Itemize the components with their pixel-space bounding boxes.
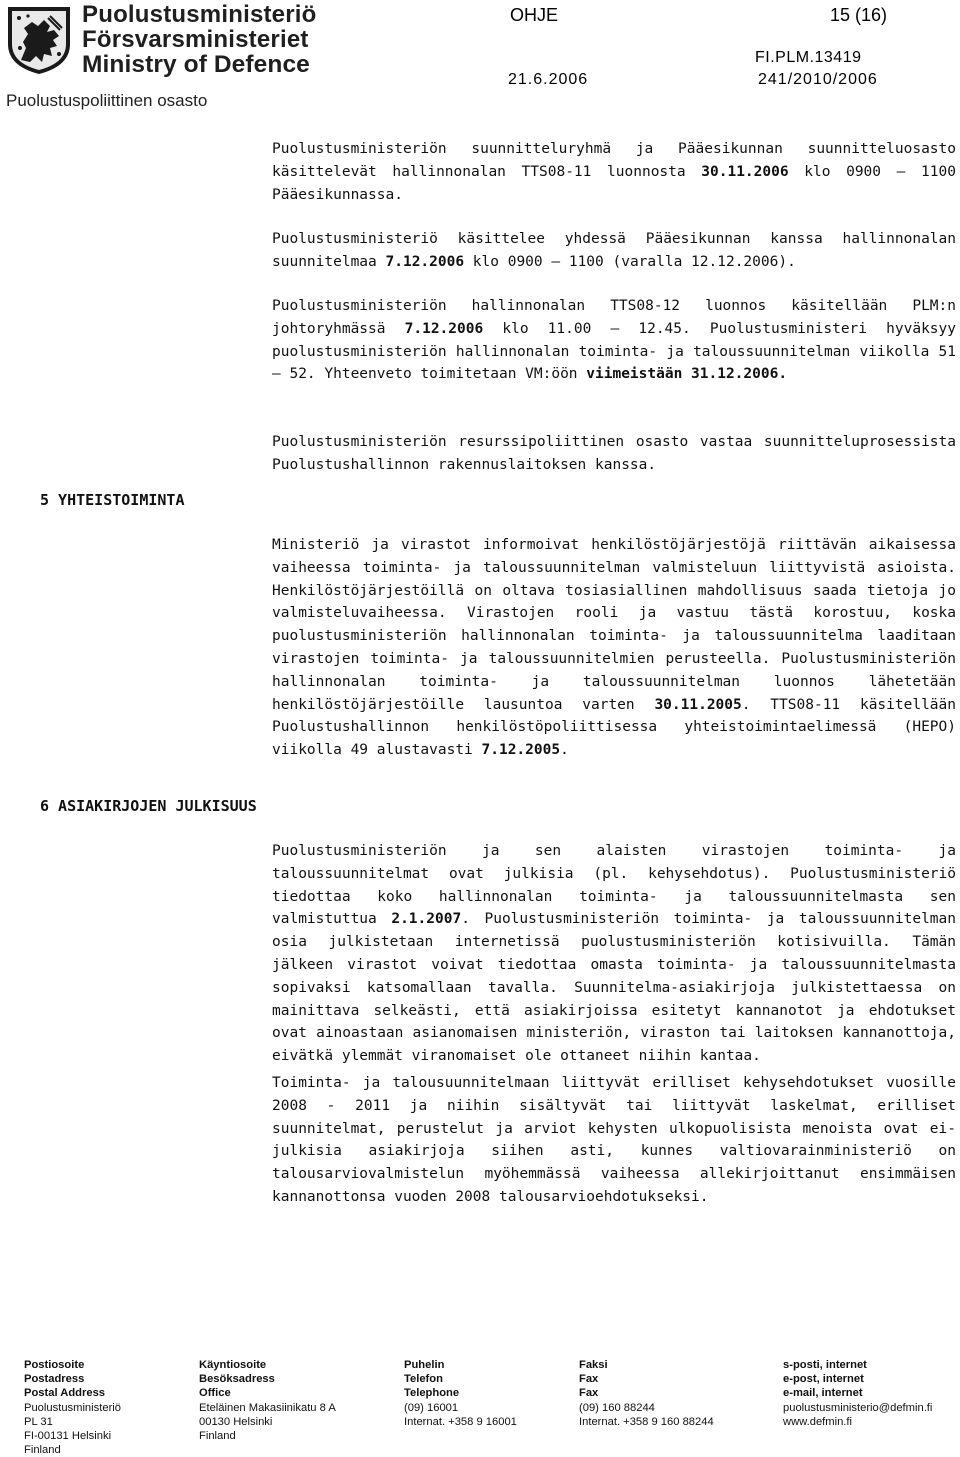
text-run: . TTS08-11 käsitellään Puolustushallinnon henkilöstöpoliittisessa yhteistoimintaelimessä (HEPO) viikolla 49 alustavasti (272, 696, 956, 759)
text-run: Toiminta- ja talousuunnitelmaan liittyvät erilliset kehysehdotukset vuosille 2008 - 2011 ja niihin sisältyvät tai liittyvät laskelmat, erilliset suunnitelmat, perustelut ja arviot kehysten ulkopuolisista menoista ovat ei-julkisia asiakirjoja siihen asti, kunnes valtiovarainministeriö on talousarviovalmistelun myöhemmässä vaiheessa allekirjoittanut ensimmäisen kannanottonsa vuoden 2008 talousarvioehdotukseksi. (272, 1075, 956, 1205)
footer-header: s-posti, internet (783, 1359, 867, 1371)
section-heading: 6 ASIAKIRJOJEN JULKISUUS (40, 797, 257, 815)
section-heading: 5 YHTEISTOIMINTA (40, 491, 185, 509)
footer-value: PL 31 (24, 1415, 53, 1428)
footer-header: Telefon (404, 1373, 443, 1386)
text-run: . (560, 742, 569, 759)
reference-code: FI.PLM.13419 (755, 49, 862, 66)
footer-header: e-post, internet (783, 1373, 864, 1386)
footer-header: Puhelin (404, 1359, 445, 1371)
footer-office-address (199, 1358, 336, 1443)
footer-value: (09) 160 88244 (579, 1401, 655, 1414)
coat-of-arms-lion-logo (4, 4, 74, 76)
footer-header: Postadress (24, 1373, 85, 1386)
footer-header: Postiosoite (24, 1359, 85, 1371)
footer-header: Fax (579, 1387, 599, 1400)
page-footer (0, 1358, 960, 1457)
footer-header: Telephone (404, 1387, 460, 1400)
text-run: klo 11.00 – 12.45. Puolustusministeri hyväksyy puolustusministeriön hallinnonalan toiminta- ja taloussuunnitelman viikolla 51 – 52. Yhteenveto toimitetaan VM:öön (272, 320, 956, 383)
text-run: klo 0900 – 1100 Pääesikunnassa. (272, 163, 956, 203)
footer-telephone (404, 1358, 517, 1429)
ministry-name-fi: Puolustusministeriö (82, 1, 317, 28)
paragraph (272, 138, 956, 206)
department-name: Puolustuspoliittinen osasto (6, 91, 208, 110)
bold-text: 2.1.2007 (391, 911, 462, 928)
ministry-name-sv: Försvarsministeriet (82, 26, 309, 53)
ministry-name-en: Ministry of Defence (82, 51, 310, 78)
footer-value: Internat. +358 9 16001 (404, 1415, 517, 1428)
text-run: Puolustusministeriön hallinnonalan TTS08-12 luonnos käsitellään PLM:n johtoryhmässä (272, 298, 956, 337)
paragraph (272, 431, 956, 477)
text-run: . Puolustusministeriön toiminta- ja taloussuunnitelman osia julkistetaan internetissä puolustusministeriön kotisivuilla. Tämän jälkeen virastot voivat tiedottaa omasta toiminta- ja taloussuunnitelmasta sopivaksi katsomallaan tavalla. Suunnitelma-asiakirjoja julkistettaessa on mainittava selkeästi, että asiakirjoissa esitetyt kannanotot ja ehdotukset ovat ainoastaan asianomaisen ministeriön, viraston tai laitoksen kannanottoja, eivätkä ylemmät viranomaiset ole ottaneet niihin kantaa. (272, 911, 956, 1065)
bold-text: 7.12.2006 (385, 253, 465, 270)
footer-header: Faksi (579, 1359, 608, 1371)
document-date: 21.6.2006 (508, 71, 589, 88)
footer-email-link[interactable]: puolustusministerio@defmin.fi (783, 1401, 933, 1414)
footer-value: Finland (199, 1430, 236, 1443)
footer-fax (579, 1358, 714, 1429)
text-run: Ministeriö ja virastot informoivat henkilöstöjärjestöjä riittävän aikaisessa vaiheessa toiminta- ja taloussuunnitelman valmisteluun liittyvistä asioista. Henkilöstöjärjestöillä on oltava tosiasiallinen mahdollisuus saada tietoja jo valmisteluvaiheessa. Virastojen rooli ja vastuu tästä korostuu, koska puolustusministeriön hallinnonalan toiminta- ja taloussuunnitelma laaditaan virastojen toiminta- ja taloussuunnitelmien perusteella. Puolustusministeriön hallinnonalan toiminta- ja taloussuunnitelman luonnos lähetetään henkilöstöjärjestöille lausuntoa varten (272, 537, 956, 713)
paragraph (272, 228, 956, 274)
footer-value: (09) 16001 (404, 1401, 459, 1414)
text-run: Puolustusministeriön ja sen alaisten virastojen toiminta- ja taloussuunnitelmat ovat julkisia (pl. kehysehdotus). Puolustusministeriö tiedottaa koko hallinnonalan toiminta- ja taloussuunnitelmasta sen valmistuttua (272, 843, 956, 928)
paragraph (272, 534, 956, 762)
ministry-name (82, 2, 317, 77)
document-number: 241/2010/2006 (758, 71, 878, 88)
bold-text: 30.11.2006 (701, 163, 789, 180)
paragraph (272, 1072, 956, 1209)
bold-text: viimeistään 31.12.2006. (586, 366, 788, 383)
paragraph (272, 840, 956, 1068)
bold-text: 7.12.2006 (404, 320, 484, 337)
footer-value: 00130 Helsinki (199, 1415, 273, 1428)
footer-value: Puolustusministeriö (24, 1401, 122, 1414)
footer-value: FI-00131 Helsinki (24, 1430, 112, 1443)
footer-postal-address (24, 1358, 121, 1457)
footer-website-link[interactable]: www.defmin.fi (783, 1415, 853, 1428)
page-number: 15 (16) (830, 5, 888, 25)
footer-header: Postal Address (24, 1387, 106, 1400)
text-run: Puolustusministeriön suunnitteluryhmä ja Pääesikunnan suunnitteluosasto käsittelevät hallinnonalan TTS08-11 luonnosta (272, 141, 956, 180)
paragraph (272, 295, 956, 386)
footer-email-internet (783, 1358, 932, 1429)
footer-header: Käyntiosoite (199, 1359, 267, 1371)
footer-value: Eteläinen Makasiinikatu 8 A (199, 1401, 336, 1414)
document-type: OHJE (510, 5, 559, 25)
footer-value: Finland (24, 1444, 61, 1457)
footer-header: Fax (579, 1373, 599, 1386)
bold-text: 7.12.2005 (481, 742, 561, 759)
footer-header: Besöksadress (199, 1373, 275, 1386)
text-run: Puolustusministeriö käsittelee yhdessä Pääesikunnan kanssa hallinnonalan suunnitelmaa (272, 231, 956, 270)
footer-header: Office (199, 1387, 231, 1400)
text-run: Puolustusministeriön resurssipoliittinen osasto vastaa suunnitteluprosessista Puolustushallinnon rakennuslaitoksen kanssa. (272, 434, 956, 473)
text-run: klo 0900 – 1100 (varalla 12.12.2006). (464, 253, 796, 270)
footer-value: Internat. +358 9 160 88244 (579, 1415, 714, 1428)
bold-text: 30.11.2005 (654, 696, 742, 713)
footer-header: e-mail, internet (783, 1387, 863, 1400)
